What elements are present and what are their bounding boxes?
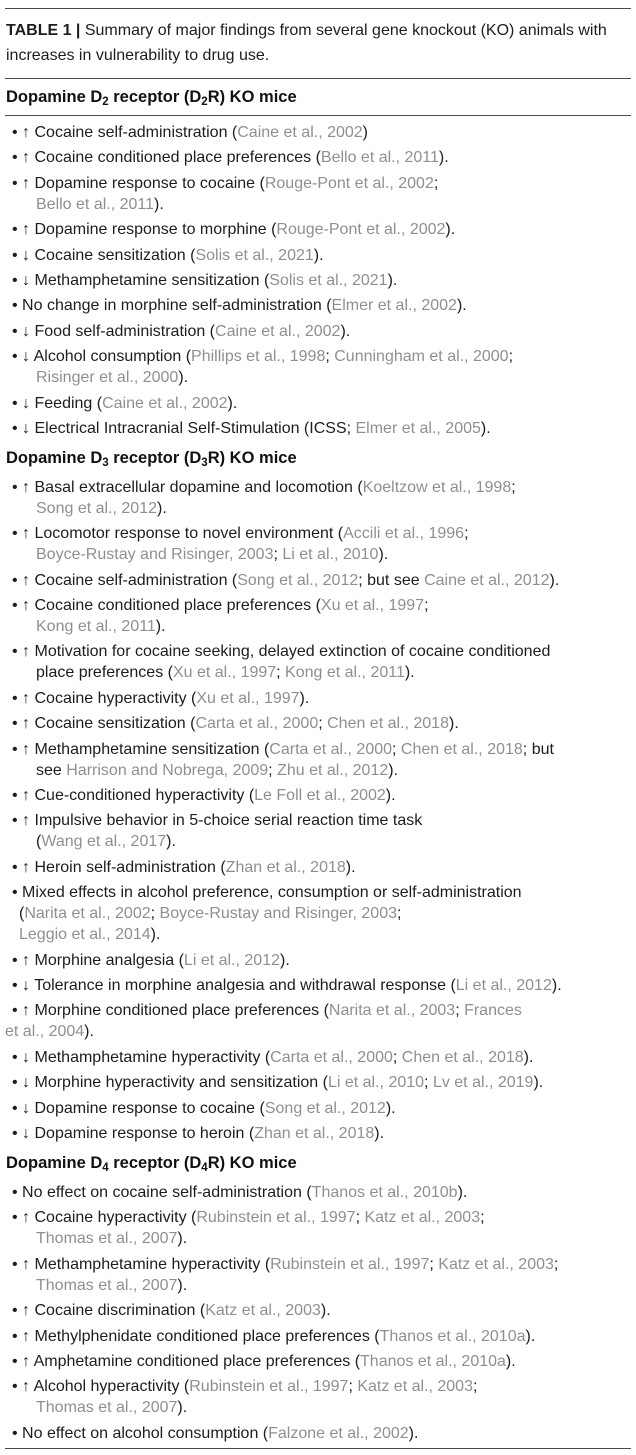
finding-text: ; but see <box>358 571 425 589</box>
header-rule <box>5 115 631 116</box>
finding-item <box>5 393 631 414</box>
finding-item <box>5 975 631 996</box>
finding-text: ). <box>480 419 491 437</box>
finding-text: ). <box>523 1048 534 1066</box>
finding-text: place preferences ( <box>36 664 173 682</box>
finding-text: ). <box>345 858 356 876</box>
finding-text: • ↑ Cocaine conditioned place preferences ( <box>12 597 321 615</box>
finding-item <box>5 173 631 215</box>
citation-link[interactable]: Lv et al., 2019 <box>432 1074 534 1092</box>
citation-link[interactable]: Chen et al., 2018 <box>400 740 523 758</box>
finding-text: • No effect on alcohol consumption ( <box>12 1424 269 1442</box>
citation-link[interactable]: Song et al., 2012 <box>36 499 157 517</box>
finding-text: • ↓ Food self-administration ( <box>12 322 216 340</box>
finding-text: • ↑ Alcohol hyperactivity ( <box>12 1378 190 1396</box>
finding-item <box>5 810 631 852</box>
citation-link[interactable]: Katz et al., 2003 <box>364 1209 481 1227</box>
header-text: R) KO mice <box>207 1153 297 1172</box>
finding-text: ; <box>325 348 335 366</box>
citation-link[interactable]: Song et al., 2012 <box>237 571 359 589</box>
finding-text: ( <box>36 833 42 851</box>
finding-text: • ↑ Cocaine sensitization ( <box>12 715 196 733</box>
finding-text: ). <box>505 1352 516 1370</box>
citation-link[interactable]: Xu et al., 1997 <box>320 597 425 615</box>
finding-text: ). <box>374 1124 385 1142</box>
citation-link[interactable]: Katz et al., 2003 <box>438 1255 554 1273</box>
finding-text: ; <box>472 1378 478 1396</box>
finding-text: • ↑ Locomotor response to novel environment ( <box>12 525 344 543</box>
finding-text: ; <box>511 478 516 496</box>
finding-text: • ↑ Basal extracellular dopamine and locomotion ( <box>12 478 363 496</box>
citation-link[interactable]: Carta et al., 2000 <box>269 740 393 758</box>
finding-text: • ↓ Morphine hyperactivity and sensitization ( <box>12 1074 328 1092</box>
finding-text: ; but <box>522 740 554 758</box>
finding-text: ). <box>178 369 189 387</box>
finding-text: • ↑ Cocaine self-administration ( <box>12 124 238 141</box>
finding-item <box>5 1254 631 1296</box>
citation-link[interactable]: Wang et al., 2017 <box>41 833 167 851</box>
header-subscript: 4 <box>102 1161 109 1174</box>
finding-text: ). <box>551 976 562 994</box>
finding-item <box>5 1351 631 1372</box>
finding-item <box>5 270 631 291</box>
finding-text: • Mixed effects in alcohol preference, consumption or self-administration <box>12 884 522 902</box>
finding-item <box>5 1098 631 1119</box>
citation-link[interactable]: Chen et al., 2018 <box>327 715 449 733</box>
finding-text: • ↑ Cocaine hyperactivity ( <box>12 1209 197 1227</box>
finding-text: • ↓ Cocaine sensitization ( <box>12 246 196 264</box>
finding-text: • ↓ Methamphetamine hyperactivity ( <box>12 1048 271 1066</box>
finding-text: • ↓ Dopamine response to heroin ( <box>12 1124 255 1142</box>
header-subscript: 4 <box>201 1161 208 1174</box>
section-entries <box>5 122 631 439</box>
finding-text: • ↑ Dopamine response to morphine ( <box>12 221 277 239</box>
finding-text: • ↑ Cocaine conditioned place preferences ( <box>12 149 321 167</box>
citation-link[interactable]: Caine et al., 2012 <box>424 571 550 589</box>
finding-item <box>5 346 631 388</box>
finding-text: ). <box>378 546 389 564</box>
header-text: Dopamine D <box>6 448 103 467</box>
citation-link[interactable]: Elmer et al., 2005 <box>355 419 481 437</box>
finding-text: ). <box>533 1074 544 1092</box>
finding-text: • ↓ Alcohol consumption ( <box>12 348 192 366</box>
citation-link[interactable]: Rouge-Pont et al., 2002 <box>276 221 446 239</box>
finding-item <box>5 950 631 971</box>
citation-link[interactable]: Bello et al., 2011 <box>320 149 439 167</box>
finding-item <box>5 147 631 168</box>
finding-text: • No change in morphine self-administration ( <box>12 297 332 315</box>
header-text: R) KO mice <box>207 88 297 106</box>
citation-link[interactable]: Thomas et al., 2007 <box>36 1276 178 1294</box>
header-text: receptor (D <box>108 1153 202 1172</box>
finding-text: • ↓ Electrical Intracranial Self-Stimulation (ICSS; <box>12 419 356 437</box>
citation-link[interactable]: Caine et al., 2002 <box>102 394 228 412</box>
citation-link[interactable]: Thanos et al., 2010a <box>360 1352 506 1370</box>
finding-text: ; <box>392 740 401 758</box>
finding-text: ). <box>549 571 560 589</box>
section-header <box>6 1152 631 1174</box>
finding-text: ; <box>396 905 402 923</box>
finding-text: ; <box>455 1002 465 1020</box>
section-entries <box>5 1182 631 1444</box>
finding-text: ( <box>19 905 25 923</box>
finding-text: ). <box>313 246 324 264</box>
finding-text: ; <box>276 664 286 682</box>
citation-link[interactable]: Harrison and Nobrega, 2009 <box>66 761 269 779</box>
finding-text: • ↑ Cocaine hyperactivity ( <box>12 689 197 707</box>
citation-link[interactable]: Thanos et al., 2010b <box>311 1183 458 1201</box>
citation-link[interactable]: Rubinstein et al., 1997 <box>270 1255 430 1273</box>
finding-text: ; <box>424 1074 433 1092</box>
finding-text: • ↑ Dopamine response to cocaine ( <box>12 174 265 192</box>
citation-link[interactable]: Chen et al., 2018 <box>401 1048 524 1066</box>
finding-text: ). <box>177 1230 188 1248</box>
citation-link[interactable]: Carta et al., 2000 <box>270 1048 393 1066</box>
finding-text: ; <box>424 597 429 615</box>
finding-text: ). <box>445 221 456 239</box>
finding-text: ). <box>320 1302 331 1320</box>
finding-text: ; <box>480 1209 485 1227</box>
citation-link[interactable]: Li et al., 2012 <box>183 951 280 969</box>
finding-item <box>5 122 631 143</box>
finding-item <box>5 1376 631 1418</box>
citation-link[interactable]: Le Foll et al., 2002 <box>254 787 386 805</box>
finding-text: ). <box>177 1276 188 1294</box>
finding-text: ; <box>433 174 439 192</box>
finding-text: ). <box>448 715 459 733</box>
section-header <box>6 447 631 469</box>
finding-text: • ↓ Feeding ( <box>12 394 103 412</box>
finding-text: • ↑ Cocaine self-administration ( <box>12 571 238 589</box>
caption-rule <box>5 78 631 79</box>
finding-text: • ↑ Impulsive behavior in 5-choice serial reaction time task <box>12 812 423 830</box>
header-text: Dopamine D <box>6 1153 103 1172</box>
header-text: Dopamine D <box>6 88 103 106</box>
finding-text: • No effect on cocaine self-administration ( <box>12 1183 312 1201</box>
finding-item <box>5 739 631 781</box>
finding-text: ; <box>150 905 160 923</box>
finding-text: see <box>36 761 67 779</box>
citation-link[interactable]: Zhan et al., 2018 <box>254 1124 375 1142</box>
top-rule <box>5 8 631 9</box>
table-caption <box>6 18 631 68</box>
finding-text: ; <box>318 715 328 733</box>
citation-link[interactable]: Elmer et al., 2002 <box>331 297 457 315</box>
finding-text: • ↑ Morphine conditioned place preferences ( <box>12 1002 329 1020</box>
citation-link[interactable]: Li et al., 2010 <box>282 546 379 564</box>
finding-text: • ↑ Motivation for cocaine seeking, delayed extinction of cocaine conditioned <box>12 643 551 661</box>
finding-text: ). <box>154 195 164 213</box>
finding-text: ). <box>408 1424 419 1442</box>
finding-text: • ↑ Methylphenidate conditioned place preferences ( <box>12 1327 380 1345</box>
finding-item <box>5 570 631 591</box>
finding-text: ; <box>553 1255 559 1273</box>
citation-link[interactable]: Boyce-Rustay and Risinger, 2003 <box>159 905 397 923</box>
citation-link[interactable]: Koeltzow et al., 1998 <box>362 478 512 496</box>
finding-text: ; <box>268 761 278 779</box>
citation-link[interactable]: Katz et al., 2003 <box>357 1378 473 1396</box>
finding-item <box>5 418 631 439</box>
finding-text: ). <box>385 787 396 805</box>
finding-item <box>5 1123 631 1144</box>
citation-link[interactable]: Boyce-Rustay and Risinger, 2003 <box>36 546 274 564</box>
citation-link[interactable]: Zhu et al., 2012 <box>277 761 389 779</box>
header-subscript: 3 <box>102 456 109 469</box>
finding-text: • ↑ Methamphetamine hyperactivity ( <box>12 1255 271 1273</box>
finding-text: ; <box>355 1209 365 1227</box>
citation-link[interactable]: Leggio et al., 2014 <box>19 926 151 944</box>
citation-link[interactable]: Li et al., 2010 <box>327 1074 425 1092</box>
finding-item <box>5 321 631 342</box>
header-text: R) KO mice <box>207 448 297 467</box>
finding-item <box>5 1072 631 1093</box>
citation-link[interactable]: Rubinstein et al., 1997 <box>189 1378 349 1396</box>
citation-link[interactable]: Rubinstein et al., 1997 <box>196 1209 356 1227</box>
finding-text: ). <box>150 926 161 944</box>
finding-item <box>5 477 631 519</box>
citation-link[interactable]: Kong et al., 2011 <box>36 618 156 636</box>
citation-link[interactable]: Kong et al., 2011 <box>285 664 405 682</box>
section-entries <box>5 477 631 1144</box>
finding-text: • ↑ Cue-conditioned hyperactivity ( <box>12 787 255 805</box>
finding-item <box>5 785 631 806</box>
finding-item <box>5 295 631 316</box>
finding-item <box>5 1300 631 1321</box>
citation-link[interactable]: Rouge-Pont et al., 2002 <box>264 174 434 192</box>
finding-text: ). <box>227 394 238 412</box>
finding-item <box>5 1423 631 1444</box>
finding-item <box>5 245 631 266</box>
finding-item <box>5 1047 631 1068</box>
header-subscript: 3 <box>201 456 208 469</box>
finding-item <box>5 595 631 637</box>
citation-link[interactable]: Cunningham et al., 2000 <box>334 348 509 366</box>
finding-text: ). <box>525 1327 536 1345</box>
citation-link[interactable]: Song et al., 2012 <box>264 1099 386 1117</box>
citation-link[interactable]: Xu et al., 1997 <box>172 664 277 682</box>
header-text: receptor (D <box>108 448 202 467</box>
citation-link[interactable]: Falzone et al., 2002 <box>268 1424 409 1442</box>
table-caption-text: Summary of major findings from several gene knockout (KO) animals with increases in vulnerability to drug use. <box>6 22 607 64</box>
finding-text: ). <box>438 149 449 167</box>
header-subscript: 2 <box>201 95 208 108</box>
finding-text: ). <box>457 1183 468 1201</box>
finding-item <box>5 219 631 240</box>
citation-link[interactable]: Narita et al., 2002 <box>24 905 151 923</box>
citation-link[interactable]: Risinger et al., 2000 <box>36 369 179 387</box>
citation-link[interactable]: Narita et al., 2003 <box>328 1002 456 1020</box>
finding-text: ) <box>362 124 368 141</box>
finding-text: ). <box>387 271 398 289</box>
citation-link[interactable]: Caine et al., 2002 <box>215 322 341 340</box>
finding-text: ; <box>429 1255 439 1273</box>
citation-link[interactable]: Phillips et al., 1998 <box>191 348 326 366</box>
finding-text: • ↑ Amphetamine conditioned place preferences ( <box>12 1352 361 1370</box>
finding-text: ; <box>464 525 469 543</box>
header-subscript: 2 <box>102 95 109 108</box>
finding-text: • ↑ Morphine analgesia ( <box>12 951 184 969</box>
citation-link[interactable]: Thomas et al., 2007 <box>36 1399 178 1417</box>
table-caption-label: TABLE 1 | <box>6 22 81 39</box>
finding-text: • ↓ Methamphetamine sensitization ( <box>12 271 270 289</box>
finding-text: ; <box>348 1378 358 1396</box>
finding-text: ). <box>388 761 399 779</box>
citation-link[interactable]: Katz et al., 2003 <box>205 1302 321 1320</box>
section-header <box>6 86 631 108</box>
citation-link[interactable]: Frances <box>464 1002 522 1020</box>
finding-text: ). <box>404 664 415 682</box>
finding-text: ). <box>299 689 310 707</box>
citation-link[interactable]: Li et al., 2012 <box>455 976 552 994</box>
finding-text: ). <box>177 1399 188 1417</box>
finding-item <box>5 1326 631 1347</box>
finding-text: ). <box>456 297 467 315</box>
finding-text: • ↓ Tolerance in morphine analgesia and withdrawal response ( <box>12 976 456 994</box>
citation-link[interactable]: et al., 2004 <box>5 1023 85 1041</box>
finding-text: • ↑ Methamphetamine sensitization ( <box>12 740 270 758</box>
citation-link[interactable]: Caine et al., 2002 <box>237 124 363 141</box>
citation-link[interactable]: Thanos et al., 2010a <box>379 1327 526 1345</box>
citation-link[interactable]: Zhan et al., 2018 <box>225 858 346 876</box>
citation-link[interactable]: Solis et al., 2021 <box>269 271 388 289</box>
finding-text: ). <box>155 618 166 636</box>
finding-text: ). <box>280 951 290 969</box>
finding-text: • ↓ Dopamine response to cocaine ( <box>12 1099 265 1117</box>
finding-text: • ↑ Cocaine discrimination ( <box>12 1302 206 1320</box>
citation-link[interactable]: Thomas et al., 2007 <box>36 1230 178 1248</box>
finding-item <box>5 882 631 945</box>
finding-item <box>5 688 631 709</box>
finding-text: ). <box>84 1023 94 1041</box>
table-body <box>5 86 631 1444</box>
citation-link[interactable]: Solis et al., 2021 <box>195 246 314 264</box>
finding-item <box>5 713 631 734</box>
finding-text: ). <box>166 833 176 851</box>
citation-link[interactable]: Carta et al., 2000 <box>195 715 319 733</box>
finding-text: ; <box>508 348 514 366</box>
citation-link[interactable]: Bello et al., 2011 <box>36 195 155 213</box>
citation-link[interactable]: Xu et al., 1997 <box>196 689 300 707</box>
finding-text: ). <box>340 322 351 340</box>
finding-text: ). <box>156 499 167 517</box>
finding-item <box>5 523 631 565</box>
finding-item <box>5 857 631 878</box>
finding-text: ; <box>392 1048 402 1066</box>
finding-text: • ↑ Heroin self-administration ( <box>12 858 226 876</box>
finding-item <box>5 1000 631 1042</box>
finding-text: ). <box>385 1099 396 1117</box>
citation-link[interactable]: Accili et al., 1996 <box>343 525 465 543</box>
header-text: receptor (D <box>108 88 202 106</box>
finding-text: ; <box>273 546 283 564</box>
finding-item <box>5 1207 631 1249</box>
finding-item <box>5 1182 631 1203</box>
finding-item <box>5 641 631 683</box>
